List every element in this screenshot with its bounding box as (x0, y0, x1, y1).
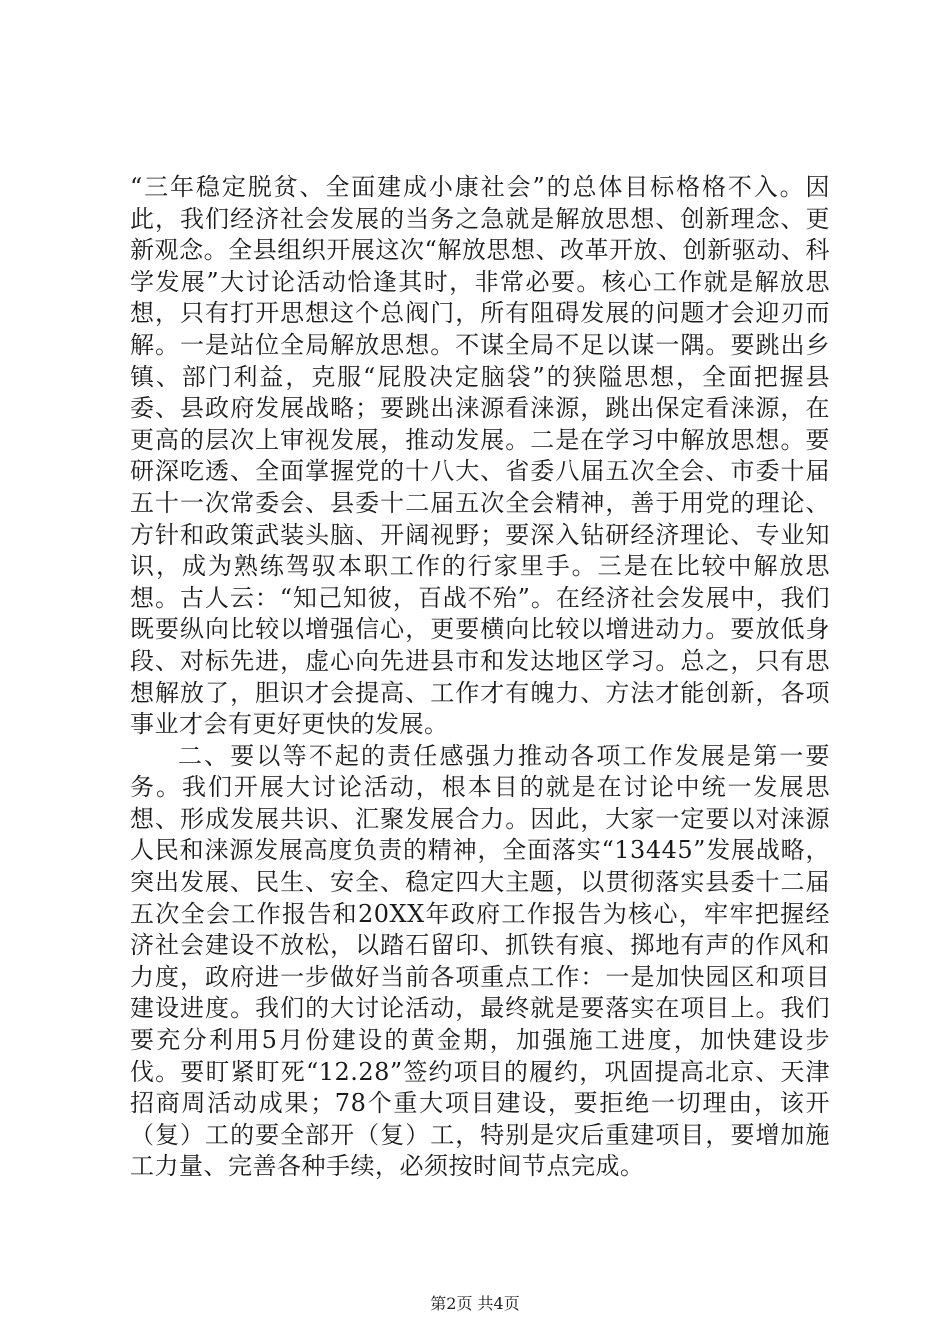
page-footer: 第2页 共4页 (430, 1294, 520, 1313)
paragraph-1: “三年稳定脱贫、全面建成小康社会”的总体目标格格不入。因此，我们经济社会发展的当务之急就是解放思想、创新理念、更新观念。全县组织开展这次“解放思想、改革开放、创新驱动、科学发展”大讨论活动恰逢其时，非常必要。核心工作就是解放思想，只有打开思想这个总阀门，所有阻碍发展的问题才会迎刃而解。一是站位全局解放思想。不谋全局不足以谋一隅。要跳出乡镇、部门利益，克服“屁股决定脑袋”的狭隘思想，全面把握县委、县政府发展战略；要跳出涞源看涞源，跳出保定看涞源，在更高的层次上审视发展，推动发展。二是在学习中解放思想。要研深吃透、全面掌握党的十八大、省委八届五次全会、市委十届五十一次常委会、县委十二届五次全会精神，善于用党的理论、方针和政策武装头脑、开阔视野；要深入钻研经济理论、专业知识，成为熟练驾驭本职工作的行家里手。三是在比较中解放思想。古人云：“知己知彼，百战不殆”。在经济社会发展中，我们既要纵向比较以增强信心，更要横向比较以增进动力。要放低身段、对标先进，虚心向先进县市和发达地区学习。总之，只有思想解放了，胆识才会提高、工作才有魄力、方法才能创新，各项事业才会有更好更快的发展。 (130, 173, 830, 739)
paragraph-2: 二、要以等不起的责任感强力推动各项工作发展是第一要务。我们开展大讨论活动，根本目的就是在讨论中统一发展思想、形成发展共识、汇聚发展合力。因此，大家一定要以对涞源人民和涞源发展高度负责的精神，全面落实“13445”发展战略，突出发展、民生、安全、稳定四大主题，以贯彻落实县委十二届五次全会工作报告和20XX年政府工作报告为核心，牢牢把握经济社会建设不放松，以踏石留印、抓铁有痕、掷地有声的作风和力度，政府进一步做好当前各项重点工作：一是加快园区和项目建设进度。我们的大讨论活动，最终就是要落实在项目上。我们要充分利用5月份建设的黄金期，加强施工进度，加快建设步伐。要盯紧盯死“12.28”签约项目的履约，巩固提高北京、天津招商周活动成果；78个重大项目建设，要拒绝一切理由，该开（复）工的要全部开（复）工，特别是灾后重建项目，要增加施工力量、完善各种手续，必须按时间节点完成。 (130, 741, 830, 1181)
document-body (130, 172, 830, 1183)
